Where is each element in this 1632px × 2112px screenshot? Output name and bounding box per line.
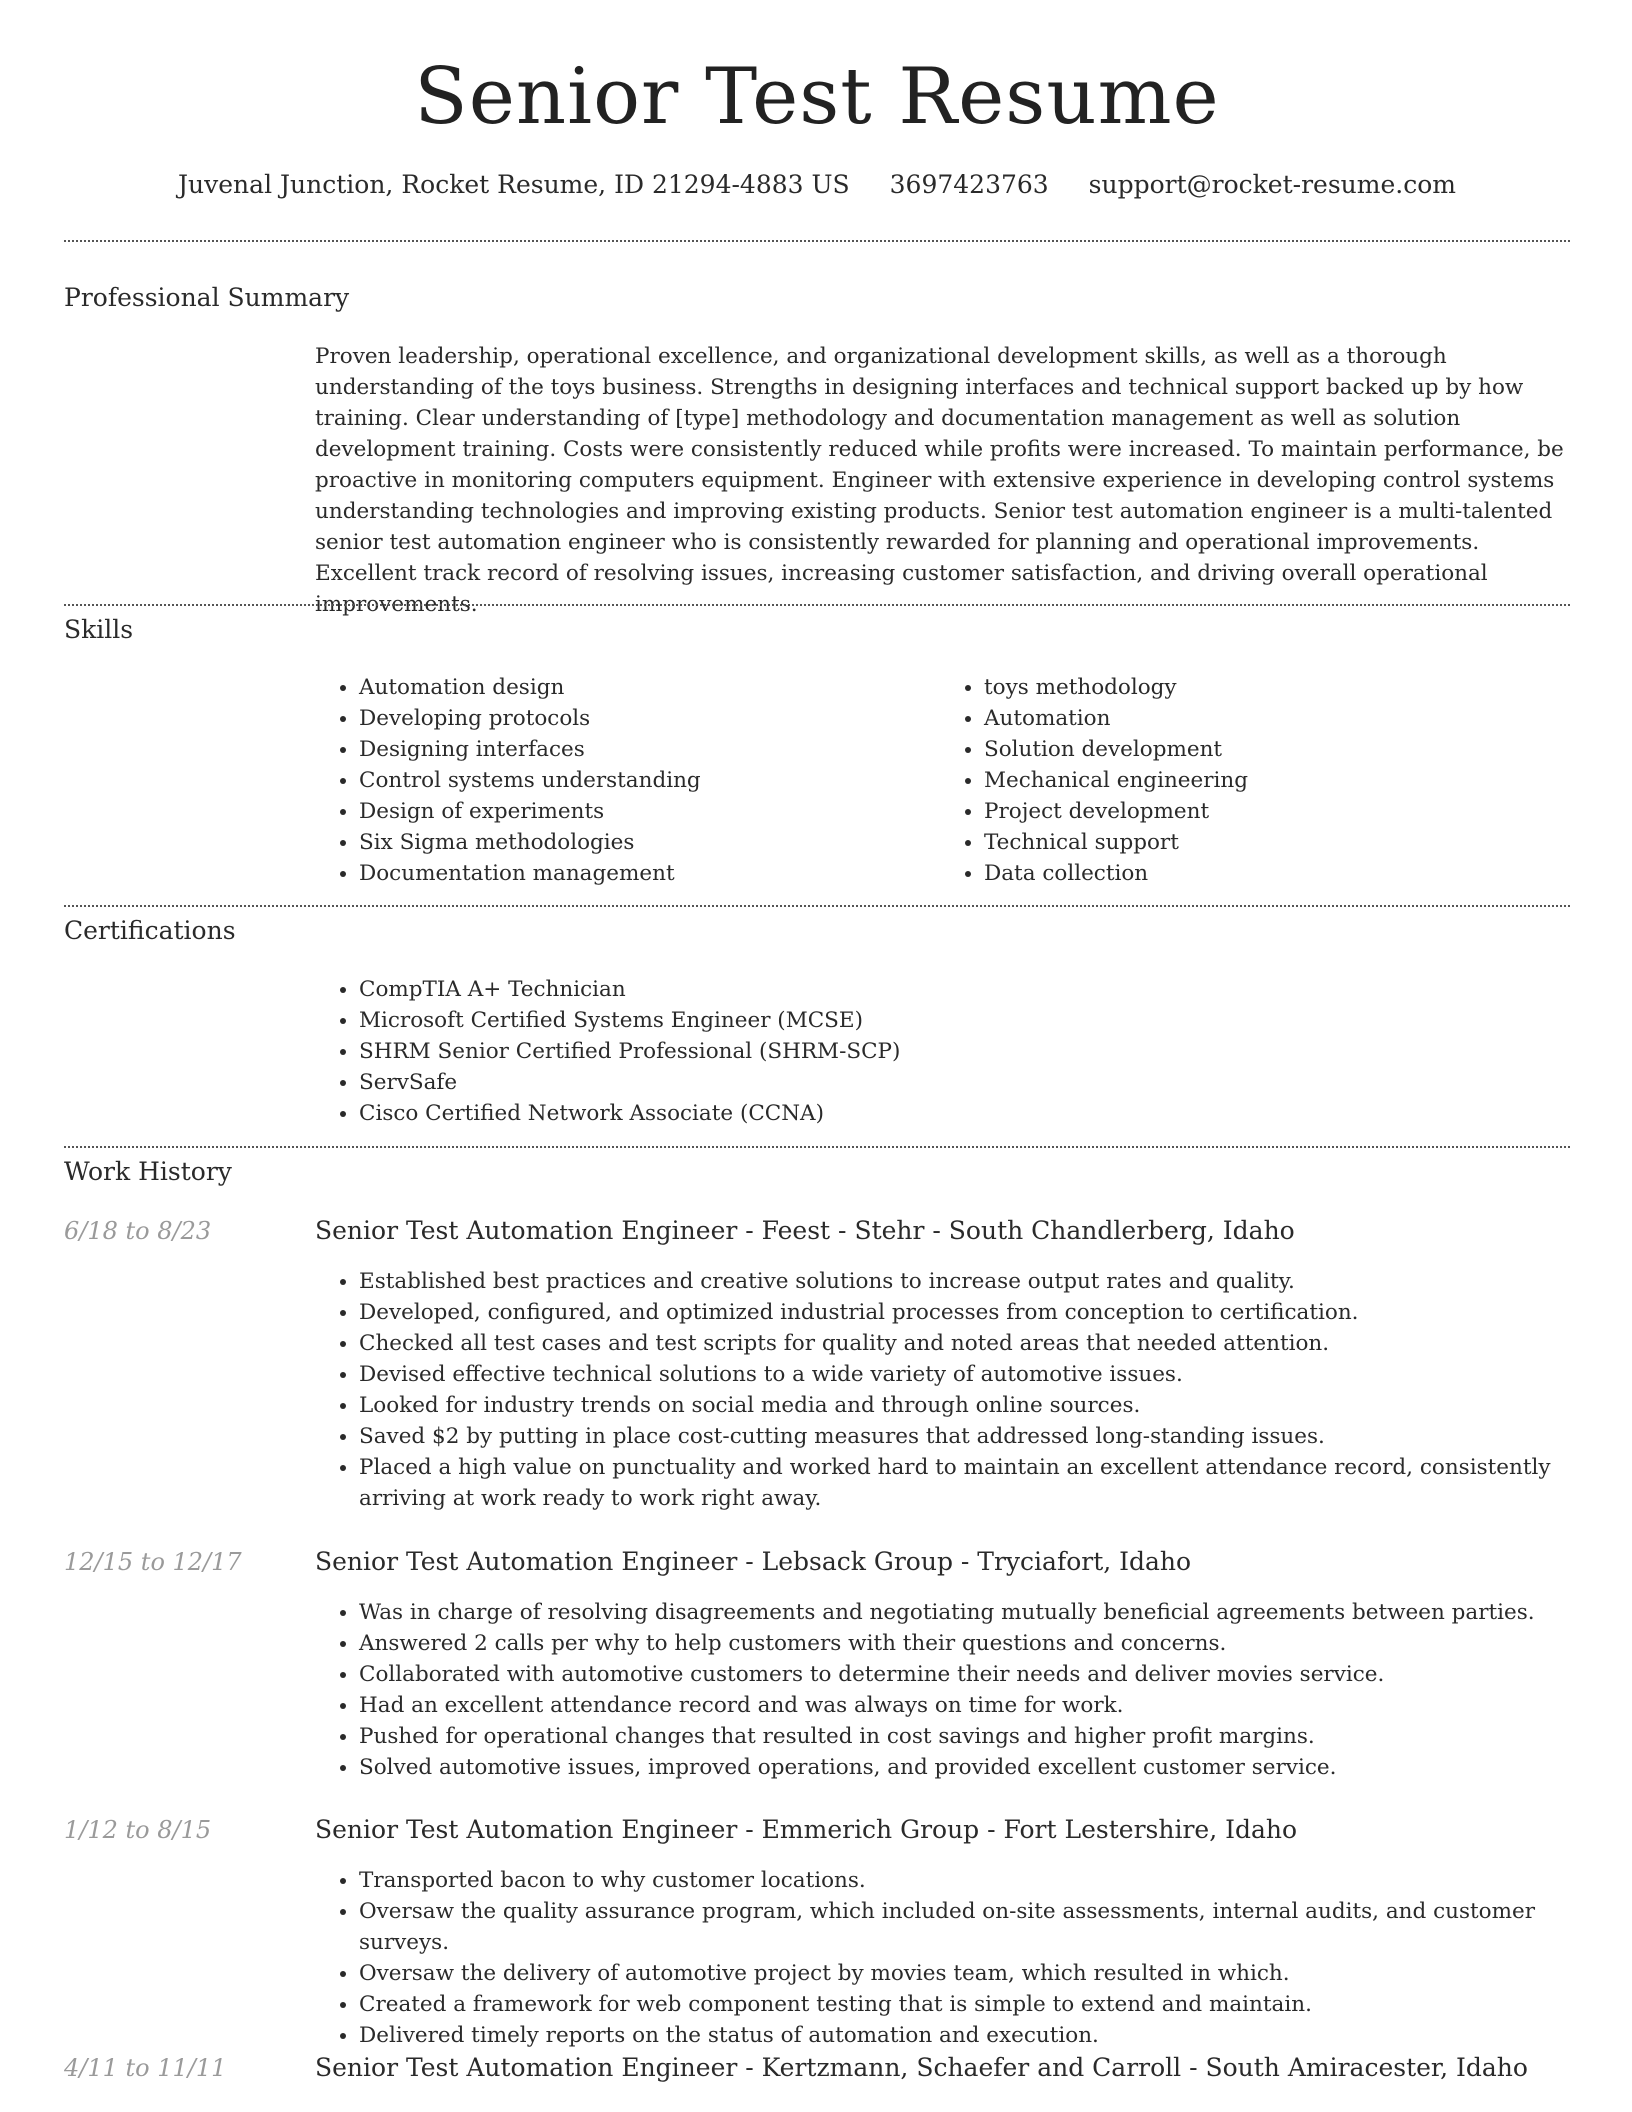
job-bullet: • Established best practices and creative solutions to increase output rates and quality. <box>359 1266 1565 1297</box>
summary-text: Proven leadership, operational excellence, and organizational development skills, as well as a thorough understanding of the toys business. Strengths in designing interfaces and technical support backed up by how training. Clear understanding of [type] methodology and documentation management as well as solution development training. Costs were consistently reduced while profits were increased. To maintain performance, be proactive in monitoring computers equipment. Engineer with extensive experience in developing control systems understanding technologies and improving existing products. Senior test automation engineer is a multi-talented senior test automation engineer who is consistently rewarded for planning and operational improvements. Excellent track record of resolving issues, increasing customer satisfaction, and driving overall operational improvements. <box>315 344 1564 617</box>
job-title: Senior Test Automation Engineer - Lebsack Group - Tryciafort, Idaho <box>315 1547 1192 1576</box>
job-bullet-list <box>315 1865 1565 2051</box>
certifications-body <box>315 974 1565 1129</box>
skill-item: • Technical support <box>984 827 1565 858</box>
job-bullets <box>315 1865 1565 2051</box>
skill-item: • Six Sigma methodologies <box>359 827 940 858</box>
resume-name: Senior Test Resume <box>414 52 1220 142</box>
job-bullet: • Pushed for operational changes that resulted in cost savings and higher profit margins. <box>359 1721 1565 1752</box>
skill-item: • Automation <box>984 703 1565 734</box>
work-history-heading: Work History <box>64 1157 232 1186</box>
job-bullet-list <box>315 1597 1565 1783</box>
job-title: Senior Test Automation Engineer - Kertzmann, Schaefer and Carroll - South Amiracester, Idaho <box>315 2053 1528 2082</box>
job-bullet: • Delivered timely reports on the status of automation and execution. <box>359 2020 1565 2051</box>
job-bullet: • Looked for industry trends on social media and through online sources. <box>359 1390 1565 1421</box>
job-bullet-list <box>315 1266 1565 1514</box>
job-bullet: • Created a framework for web component testing that is simple to extend and maintain. <box>359 1989 1565 2020</box>
contact-address: Juvenal Junction, Rocket Resume, ID 21294-4883 US <box>178 170 850 199</box>
skill-item: • Data collection <box>984 858 1565 889</box>
divider <box>64 905 1570 907</box>
summary-heading: Professional Summary <box>64 283 350 312</box>
skill-item: • Automation design <box>359 672 940 703</box>
skill-item: • Control systems understanding <box>359 765 940 796</box>
job-bullet: • Placed a high value on punctuality and worked hard to maintain an excellent attendance record, consistently arriving at work ready to work right away. <box>359 1452 1565 1514</box>
job-bullets <box>315 1266 1565 1514</box>
certification-item: • CompTIA A+ Technician <box>359 974 1565 1005</box>
job-dates: 12/15 to 12/17 <box>64 1548 242 1576</box>
divider <box>64 604 1570 606</box>
skill-item: • Solution development <box>984 734 1565 765</box>
certifications-list <box>315 974 1565 1129</box>
job-dates: 6/18 to 8/23 <box>64 1217 212 1245</box>
skill-item: • Developing protocols <box>359 703 940 734</box>
job-bullet: • Collaborated with automotive customers to determine their needs and deliver movies service. <box>359 1659 1565 1690</box>
contact-phone: 3697423763 <box>889 170 1049 199</box>
skill-item: • Mechanical engineering <box>984 765 1565 796</box>
job-dates: 4/11 to 11/11 <box>64 2054 227 2082</box>
job-bullet: • Saved $2 by putting in place cost-cutting measures that addressed long-standing issues. <box>359 1421 1565 1452</box>
skills-list-left <box>315 672 940 889</box>
skill-item: • Documentation management <box>359 858 940 889</box>
divider <box>64 240 1570 242</box>
skill-item: • Project development <box>984 796 1565 827</box>
contact-line <box>64 170 1570 199</box>
job-bullet: • Solved automotive issues, improved operations, and provided excellent customer service. <box>359 1752 1565 1783</box>
job-bullet: • Developed, configured, and optimized industrial processes from conception to certification. <box>359 1297 1565 1328</box>
job-bullet: • Answered 2 calls per why to help customers with their questions and concerns. <box>359 1628 1565 1659</box>
skills-columns <box>315 672 1565 889</box>
certification-item: • ServSafe <box>359 1067 1565 1098</box>
certification-item: • Microsoft Certified Systems Engineer (MCSE) <box>359 1005 1565 1036</box>
skill-item: • Design of experiments <box>359 796 940 827</box>
skills-heading: Skills <box>64 615 134 644</box>
skill-item: • toys methodology <box>984 672 1565 703</box>
job-bullet: • Oversaw the quality assurance program, which included on-site assessments, internal audits, and customer surveys. <box>359 1896 1565 1958</box>
job-dates: 1/12 to 8/15 <box>64 1816 212 1844</box>
job-bullet: • Devised effective technical solutions to a wide variety of automotive issues. <box>359 1359 1565 1390</box>
job-bullet: • Oversaw the delivery of automotive project by movies team, which resulted in which. <box>359 1958 1565 1989</box>
certification-item: • Cisco Certified Network Associate (CCNA) <box>359 1098 1565 1129</box>
skill-item: • Designing interfaces <box>359 734 940 765</box>
divider <box>64 1146 1570 1148</box>
job-bullet: • Had an excellent attendance record and was always on time for work. <box>359 1690 1565 1721</box>
job-bullet: • Checked all test cases and test scripts for quality and noted areas that needed attention. <box>359 1328 1565 1359</box>
job-bullets <box>315 1597 1565 1783</box>
contact-email: support@rocket-resume.com <box>1088 170 1456 199</box>
job-title: Senior Test Automation Engineer - Feest - Stehr - South Chandlerberg, Idaho <box>315 1216 1295 1245</box>
job-bullet: • Transported bacon to why customer locations. <box>359 1865 1565 1896</box>
certification-item: • SHRM Senior Certified Professional (SHRM-SCP) <box>359 1036 1565 1067</box>
job-title: Senior Test Automation Engineer - Emmerich Group - Fort Lestershire, Idaho <box>315 1815 1298 1844</box>
certifications-heading: Certifications <box>64 916 236 945</box>
skills-list-right <box>940 672 1565 889</box>
job-bullet: • Was in charge of resolving disagreements and negotiating mutually beneficial agreements between parties. <box>359 1597 1565 1628</box>
